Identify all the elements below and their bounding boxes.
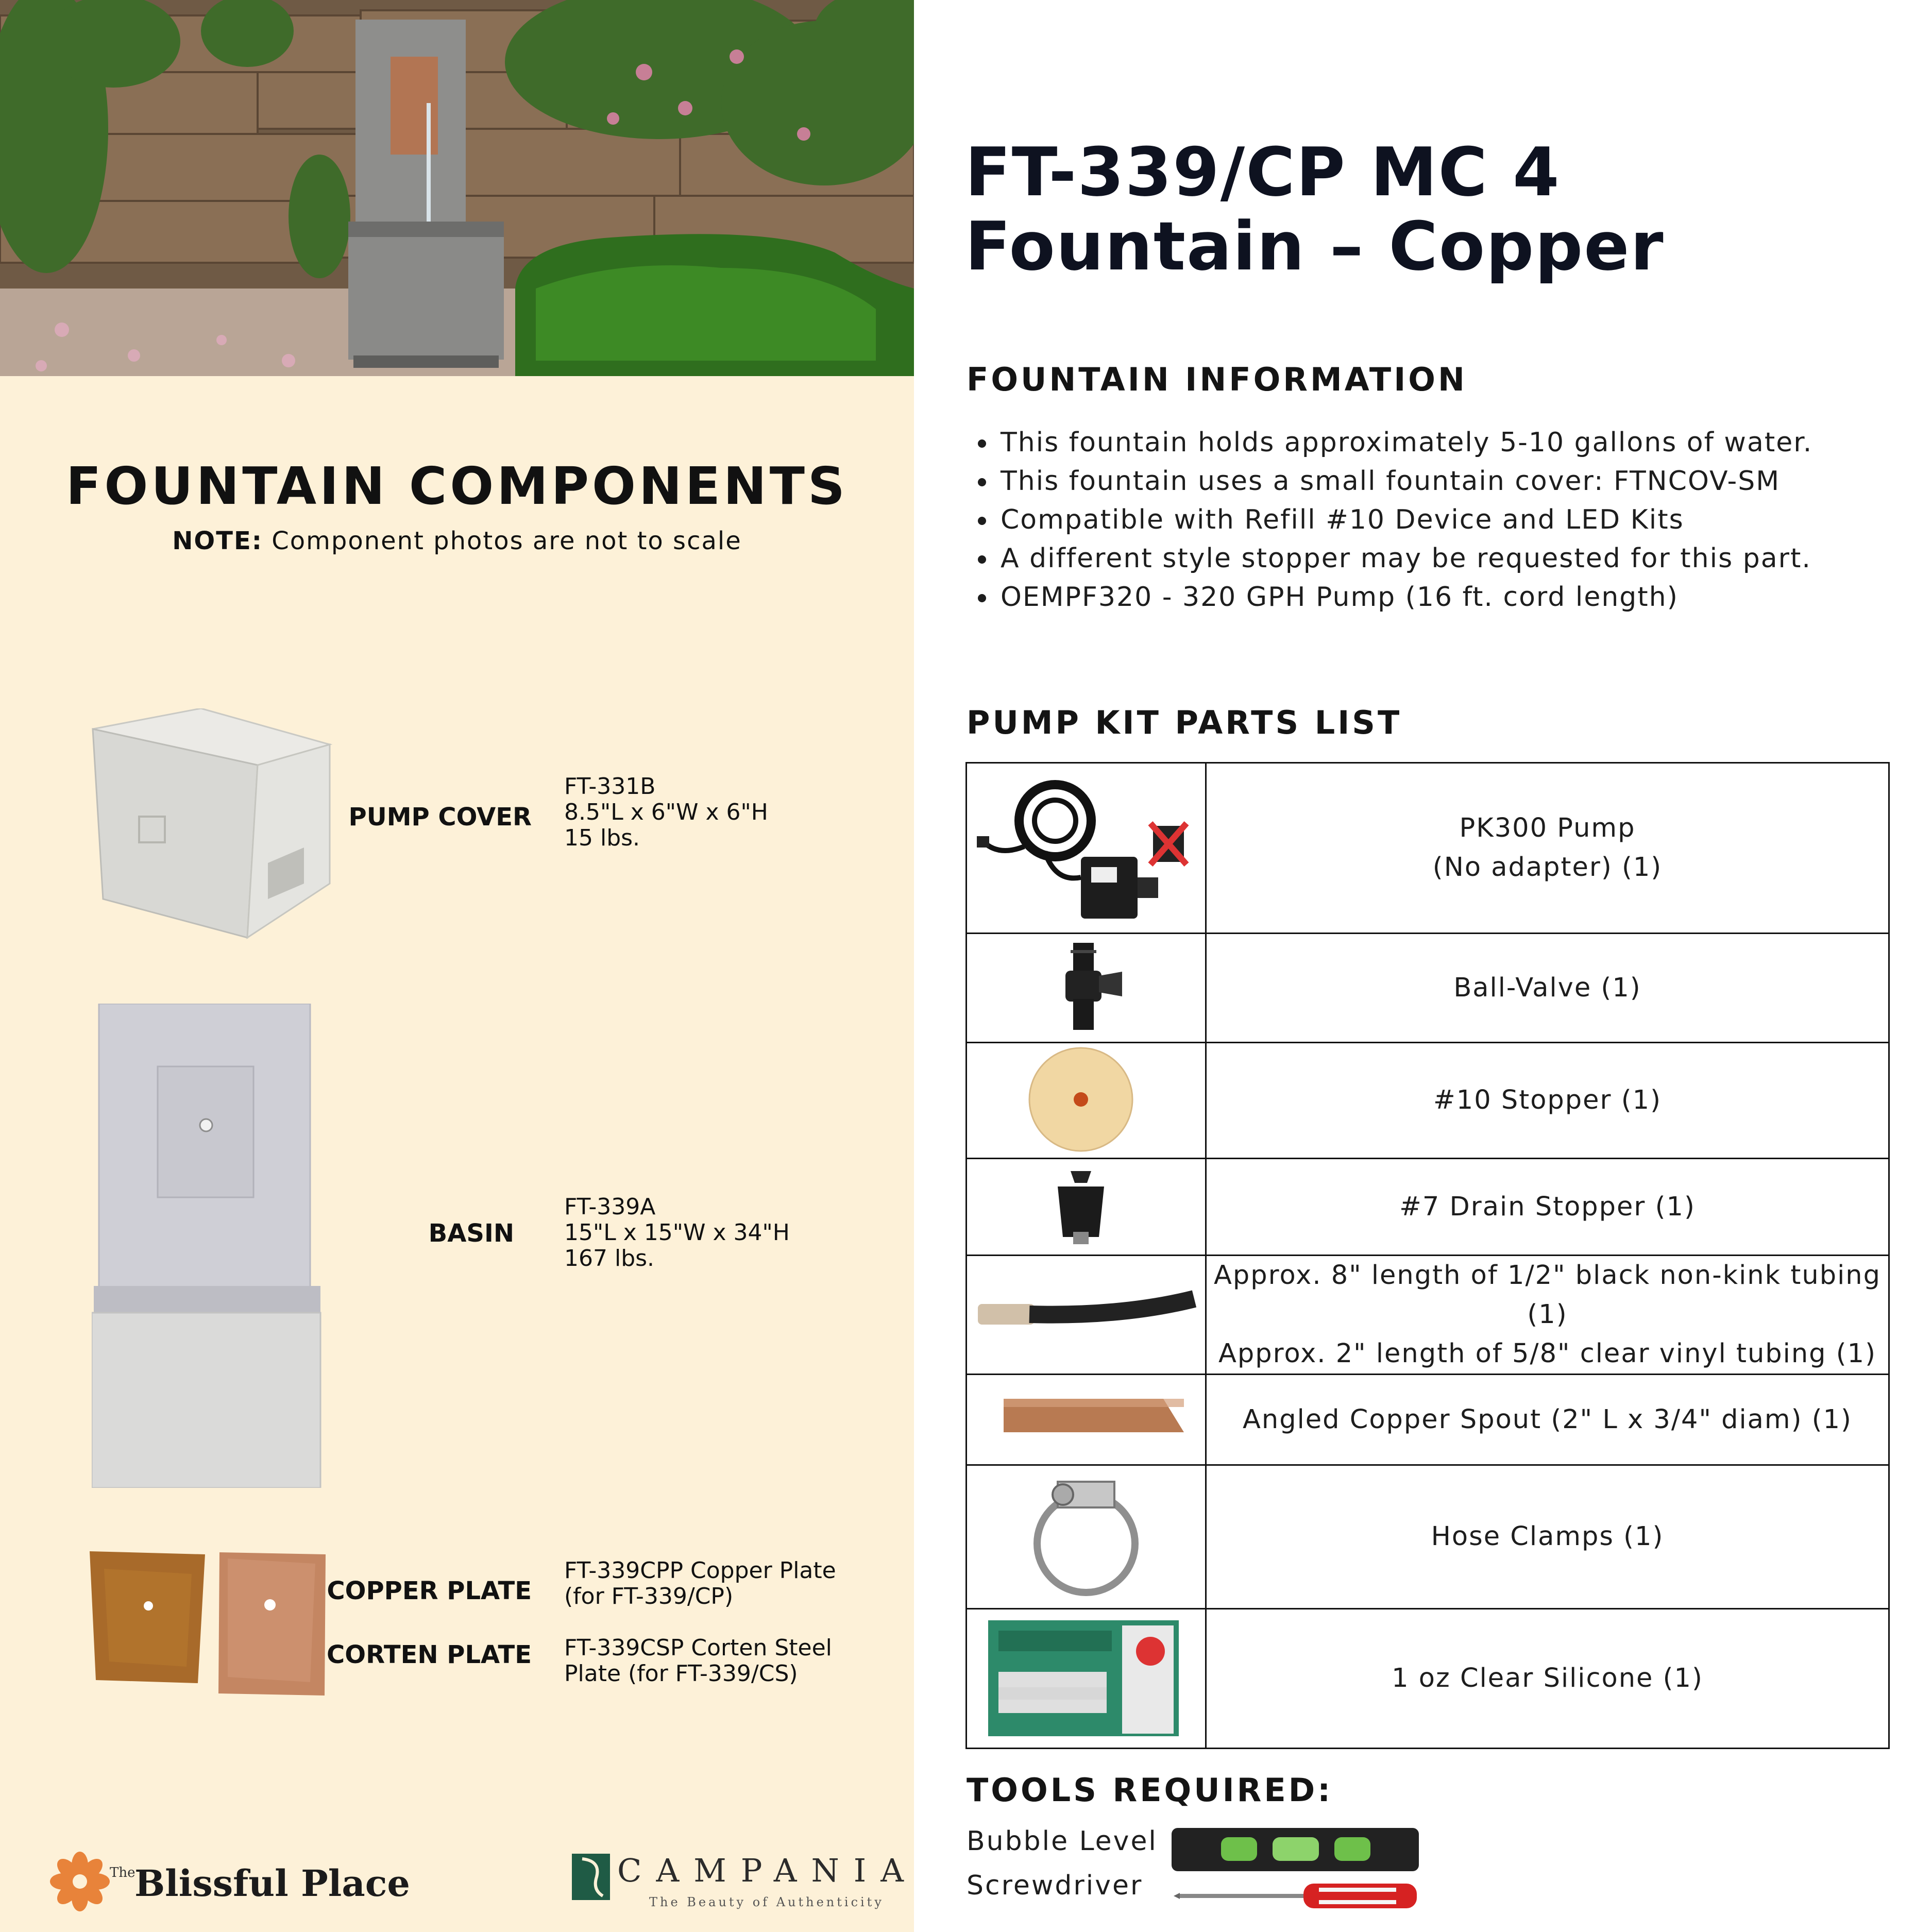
part-line: Approx. 2" length of 5/8" clear vinyl tubing (1) bbox=[1218, 1338, 1876, 1369]
plates-photo bbox=[89, 1548, 331, 1700]
pump-icon bbox=[967, 763, 1206, 934]
part-description bbox=[1206, 1159, 1889, 1256]
table-row bbox=[967, 1609, 1889, 1749]
product-title: FT-339/CP MC 4 Fountain – Copper bbox=[965, 133, 1665, 285]
part-line: Hose Clamps (1) bbox=[1431, 1521, 1664, 1552]
basin-label: BASIN bbox=[428, 1219, 514, 1248]
blissful-name: Blissful Place bbox=[134, 1862, 410, 1905]
components-note bbox=[0, 527, 914, 555]
copper-plate-label: COPPER PLATE bbox=[327, 1577, 532, 1605]
table-row bbox=[967, 1159, 1889, 1256]
basin-details bbox=[564, 1194, 790, 1272]
copper-plate-line2: (for FT-339/CP) bbox=[564, 1583, 734, 1609]
corten-plate-line1: FT-339CSP Corten Steel bbox=[564, 1635, 832, 1661]
pump-cover-dims: 8.5"L x 6"W x 6"H bbox=[564, 799, 768, 825]
table-row bbox=[967, 1375, 1889, 1465]
bubble-level-icon bbox=[1170, 1824, 1422, 1875]
part-description bbox=[1206, 1256, 1889, 1375]
screwdriver-icon bbox=[1170, 1875, 1422, 1917]
corten-plate-label: CORTEN PLATE bbox=[327, 1640, 532, 1669]
campania-logo bbox=[567, 1844, 919, 1911]
info-bullet: • A different style stopper may be requested for this part. bbox=[997, 539, 1904, 578]
basin-sku: FT-339A bbox=[564, 1194, 656, 1220]
fountain-info-list bbox=[967, 423, 1904, 617]
table-row bbox=[967, 763, 1889, 934]
parts-table bbox=[965, 762, 1890, 1749]
pump-cover-label: PUMP COVER bbox=[348, 803, 532, 832]
corten-plate-details bbox=[564, 1635, 832, 1687]
part-line: #10 Stopper (1) bbox=[1433, 1085, 1662, 1115]
hero-photo bbox=[0, 0, 914, 376]
parts-table-wrap bbox=[965, 762, 1890, 1749]
note-label: NOTE: bbox=[172, 527, 263, 555]
pump-cover-details bbox=[564, 774, 768, 851]
part-description bbox=[1206, 934, 1889, 1043]
silicone-tube-icon bbox=[967, 1609, 1206, 1749]
basin-dims: 15"L x 15"W x 34"H bbox=[564, 1219, 790, 1246]
part-line: PK300 Pump bbox=[1459, 813, 1636, 843]
flower-icon bbox=[49, 1851, 111, 1912]
basin-weight: 167 lbs. bbox=[564, 1245, 655, 1272]
basin-photo bbox=[92, 1004, 324, 1490]
part-description bbox=[1206, 1609, 1889, 1749]
table-row bbox=[967, 934, 1889, 1043]
part-line: #7 Drain Stopper (1) bbox=[1399, 1191, 1696, 1222]
part-line: Angled Copper Spout (2" L x 3/4" diam) (1) bbox=[1243, 1404, 1852, 1435]
copper-spout-icon bbox=[967, 1375, 1206, 1465]
campania-tagline: The Beauty of Authenticity bbox=[649, 1895, 884, 1909]
fountain-info-list-wrap bbox=[967, 423, 1904, 617]
info-bullet: • This fountain uses a small fountain cover: FTNCOV-SM bbox=[997, 462, 1904, 501]
part-line: 1 oz Clear Silicone (1) bbox=[1392, 1663, 1703, 1693]
part-description bbox=[1206, 763, 1889, 934]
drain-stopper-icon bbox=[967, 1159, 1206, 1256]
tool-screwdriver: Screwdriver bbox=[967, 1870, 1143, 1901]
product-title-block bbox=[965, 135, 1913, 283]
tool-bubble-level: Bubble Level bbox=[967, 1826, 1158, 1857]
hose-clamp-icon bbox=[967, 1465, 1206, 1609]
pump-cover-photo bbox=[88, 708, 335, 942]
table-row bbox=[967, 1465, 1889, 1609]
stopper-icon bbox=[967, 1043, 1206, 1159]
copper-plate-line1: FT-339CPP Copper Plate bbox=[564, 1557, 836, 1584]
part-description bbox=[1206, 1465, 1889, 1609]
blissful-small: The bbox=[110, 1865, 135, 1880]
corten-plate-line2: Plate (for FT-339/CS) bbox=[564, 1660, 798, 1687]
table-row bbox=[967, 1256, 1889, 1375]
tubing-icon bbox=[967, 1256, 1206, 1375]
pump-cover-sku: FT-331B bbox=[564, 773, 656, 800]
table-row bbox=[967, 1043, 1889, 1159]
blissful-place-logo bbox=[49, 1851, 410, 1912]
campania-name: CAMPANIA bbox=[617, 1852, 919, 1889]
components-heading: FOUNTAIN COMPONENTS bbox=[66, 456, 848, 516]
copper-plate-details bbox=[564, 1558, 836, 1609]
part-line: Approx. 8" length of 1/2" black non-kink tubing (1) bbox=[1214, 1260, 1881, 1330]
part-description bbox=[1206, 1043, 1889, 1159]
part-line: (No adapter) (1) bbox=[1432, 852, 1663, 883]
campania-urn-icon bbox=[569, 1849, 613, 1905]
info-bullet: • Compatible with Refill #10 Device and LED Kits bbox=[997, 501, 1904, 539]
pump-cover-weight: 15 lbs. bbox=[564, 825, 640, 851]
part-description bbox=[1206, 1375, 1889, 1465]
info-bullet: • OEMPF320 - 320 GPH Pump (16 ft. cord length) bbox=[997, 578, 1904, 617]
info-bullet: • This fountain holds approximately 5-10 gallons of water. bbox=[997, 423, 1904, 462]
pump-kit-heading: PUMP KIT PARTS LIST bbox=[967, 704, 1402, 741]
fountain-info-heading: FOUNTAIN INFORMATION bbox=[967, 361, 1467, 398]
ball-valve-icon bbox=[967, 934, 1206, 1043]
tools-heading: TOOLS REQUIRED: bbox=[967, 1771, 1333, 1809]
note-text: Component photos are not to scale bbox=[272, 527, 742, 555]
part-line: Ball-Valve (1) bbox=[1453, 972, 1641, 1003]
